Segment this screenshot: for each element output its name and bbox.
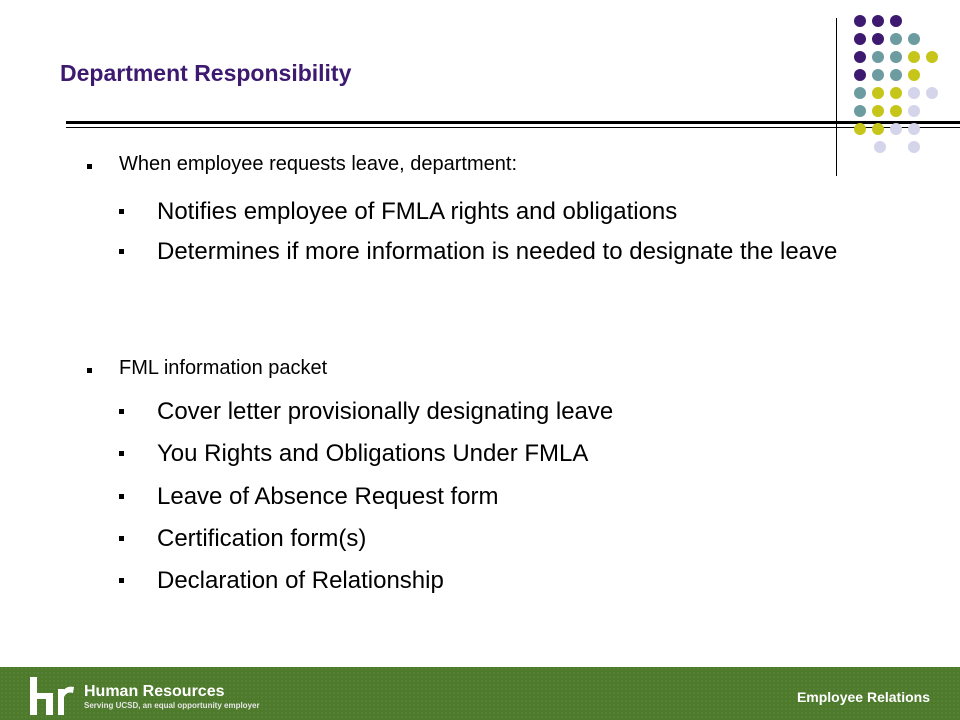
decor-dot — [926, 87, 938, 99]
sub-bullet-item — [157, 563, 877, 598]
bullet-marker — [87, 368, 92, 373]
bullet-text: Determines if more information is needed to designate the leave — [157, 238, 838, 265]
bullet-marker — [119, 536, 124, 541]
decor-dot — [854, 69, 866, 81]
bullet-text: Leave of Absence Request form — [157, 483, 499, 510]
decor-dot — [872, 51, 884, 63]
decor-dot — [908, 69, 920, 81]
decor-dot — [890, 87, 902, 99]
bullet-text: Certification form(s) — [157, 525, 367, 552]
decor-dot — [908, 51, 920, 63]
decor-dot — [854, 87, 866, 99]
decor-dot — [908, 141, 920, 153]
bullet-marker — [119, 409, 124, 414]
bullet-text: When employee requests leave, department: — [119, 153, 517, 175]
footer-banner — [0, 667, 960, 720]
bullet-text: FML information packet — [119, 357, 328, 379]
decor-dot — [908, 33, 920, 45]
decor-dot — [872, 33, 884, 45]
sub-bullet-item — [157, 234, 877, 269]
decor-dot — [872, 123, 884, 135]
department-name: Employee Relations — [796, 689, 930, 705]
decor-dot — [890, 123, 902, 135]
decor-dot — [854, 51, 866, 63]
sub-bullet-item — [157, 436, 877, 471]
decor-dot — [890, 51, 902, 63]
decor-dot — [872, 105, 884, 117]
decor-dot — [854, 123, 866, 135]
bullet-marker — [119, 578, 124, 583]
bullet-text: Cover letter provisionally designating leave — [157, 398, 614, 425]
bullet-marker — [119, 209, 124, 214]
decor-dot — [854, 105, 866, 117]
org-name: Human Resources — [84, 683, 225, 700]
decor-dot — [926, 51, 938, 63]
decor-dot — [872, 15, 884, 27]
sub-bullet-item — [157, 521, 877, 556]
bullet-marker — [119, 494, 124, 499]
decor-dot — [908, 105, 920, 117]
bullet-text: Declaration of Relationship — [157, 567, 444, 594]
sub-bullet-item — [157, 194, 877, 229]
decor-dot — [908, 123, 920, 135]
bullet-marker — [119, 249, 124, 254]
sub-bullet-item — [157, 394, 877, 429]
bullet-text: You Rights and Obligations Under FMLA — [157, 440, 589, 467]
bullet-marker — [87, 164, 92, 169]
bullet-item — [119, 357, 327, 380]
decor-dot — [854, 15, 866, 27]
decor-dot — [854, 33, 866, 45]
decor-dot — [872, 69, 884, 81]
decor-dot — [890, 33, 902, 45]
decor-dot — [908, 87, 920, 99]
decor-dot — [872, 87, 884, 99]
sub-bullet-item — [157, 479, 877, 514]
org-tagline: Serving UCSD, an equal opportunity employer — [84, 701, 260, 710]
decor-dot — [890, 15, 902, 27]
decor-dot — [890, 69, 902, 81]
bullet-marker — [119, 451, 124, 456]
bullet-text: Notifies employee of FMLA rights and obligations — [157, 198, 678, 225]
decor-dot — [874, 141, 886, 153]
decor-dot — [890, 105, 902, 117]
hr-logo-icon — [28, 675, 76, 717]
bullet-item — [119, 153, 517, 176]
slide-title: Department Responsibility — [60, 60, 352, 86]
